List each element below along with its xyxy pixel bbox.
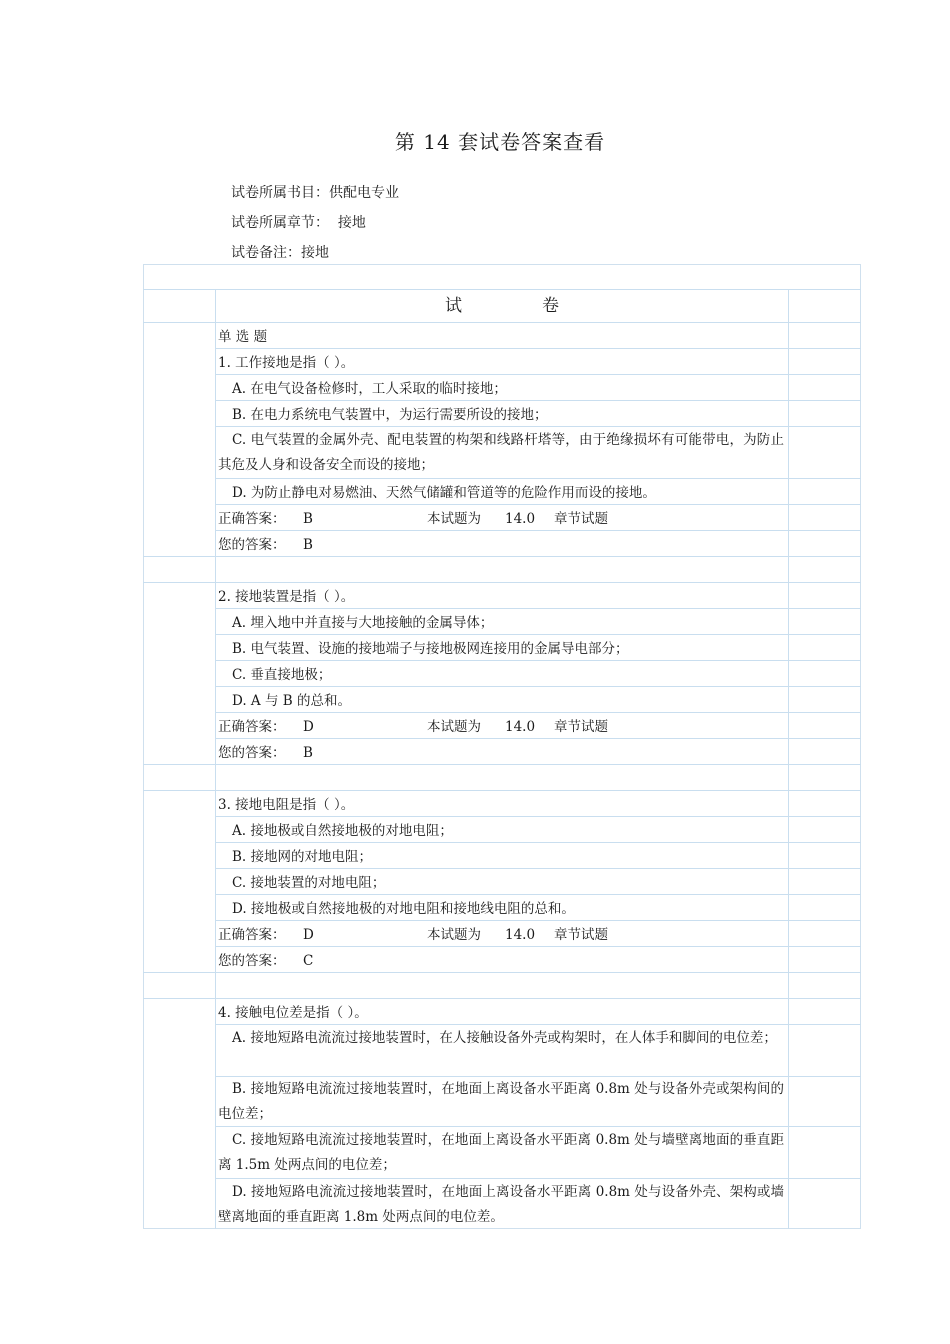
question-option: D. A 与 B 的总和。 <box>232 693 351 709</box>
question-option: C. 垂直接地极； <box>232 667 332 683</box>
meta-book-label: 试卷所属书目： <box>231 185 329 201</box>
exam-header-left: 试 <box>445 296 462 316</box>
question-stem: 1. 工作接地是指（ ）。 <box>218 355 355 371</box>
correct-answer-value: B <box>303 511 313 527</box>
grid-line <box>215 348 861 349</box>
question-stem: 3. 接地电阻是指（ ）。 <box>218 797 355 813</box>
meta-book <box>231 182 399 202</box>
meta-note-label: 试卷备注： <box>231 245 301 261</box>
question-option: D. 接地极或自然接地极的对地电阻和接地线电阻的总和。 <box>232 901 575 917</box>
score-prefix: 本试题为 <box>427 719 481 735</box>
your-answer-label: 您的答案： <box>218 745 286 761</box>
grid-line <box>143 790 861 791</box>
grid-line <box>215 478 861 479</box>
score-suffix: 章节试题 <box>554 511 608 527</box>
question-option: B. 电气装置、设施的接地端子与接地极网连接用的金属导电部分； <box>232 641 629 657</box>
grid-line <box>143 322 861 323</box>
meta-note-value: 接地 <box>301 245 329 261</box>
question-option: B. 接地网的对地电阻； <box>232 849 373 865</box>
page-title: 第 14 套试卷答案查看 <box>394 130 606 154</box>
your-answer-value: B <box>303 537 313 553</box>
meta-chapter-label: 试卷所属章节： <box>231 215 329 231</box>
grid-line <box>215 290 216 1229</box>
exam-header-right: 卷 <box>542 296 559 316</box>
grid-line <box>788 290 789 1229</box>
correct-answer-value: D <box>303 719 314 735</box>
question-option: A. 埋入地中并直接与大地接触的金属导体； <box>232 615 494 631</box>
question-option: D. 接地短路电流流过接地装置时，在地面上离设备水平距离 0.8m 处与设备外壳、架构或墙壁离地面的垂直距离 1.8m 处两点间的电位差。 <box>218 1184 784 1225</box>
score-prefix: 本试题为 <box>427 511 481 527</box>
score-value: 14.0 <box>505 927 536 943</box>
question-option: A. 在电气设备检修时，工人采取的临时接地； <box>232 381 507 397</box>
question-option: A. 接地短路电流流过接地装置时，在人接触设备外壳或构架时，在人体手和脚间的电位差； <box>232 1030 777 1046</box>
section-title: 单 选 题 <box>218 329 268 345</box>
correct-answer-label: 正确答案： <box>218 719 286 735</box>
exam-header <box>216 290 788 322</box>
score-prefix: 本试题为 <box>427 927 481 943</box>
correct-answer-label: 正确答案： <box>218 927 286 943</box>
question-option: D. 为防止静电对易燃油、天然气储罐和管道等的危险作用而设的接地。 <box>232 485 656 501</box>
question-option: C. 接地装置的对地电阻； <box>232 875 386 891</box>
question-option: C. 电气装置的金属外壳、配电装置的构架和线路杆塔等，由于绝缘损坏有可能带电，为防止其危及人身和设备安全而设的接地； <box>218 432 784 473</box>
score-suffix: 章节试题 <box>554 719 608 735</box>
score-suffix: 章节试题 <box>554 927 608 943</box>
correct-answer-value: D <box>303 927 314 943</box>
meta-chapter-value: 接地 <box>337 215 366 231</box>
meta-note <box>231 242 329 262</box>
score-value: 14.0 <box>505 511 536 527</box>
grid-line <box>215 1178 861 1179</box>
question-option: B. 接地短路电流流过接地装置时，在地面上离设备水平距离 0.8m 处与设备外壳或架构间的电位差； <box>218 1081 784 1122</box>
question-option: A. 接地极或自然接地极的对地电阻； <box>232 823 453 839</box>
grid-line <box>143 998 861 999</box>
your-answer-value: B <box>303 745 313 761</box>
question-option: C. 接地短路电流流过接地装置时，在地面上离设备水平距离 0.8m 处与墙壁离地面的垂直距离 1.5m 处两点间的电位差； <box>218 1132 784 1173</box>
correct-answer-label: 正确答案： <box>218 511 286 527</box>
grid-line <box>143 582 861 583</box>
meta-chapter <box>231 212 366 232</box>
question-stem: 2. 接地装置是指（ ）。 <box>218 589 355 605</box>
meta-book-value: 供配电专业 <box>329 185 399 201</box>
your-answer-value: C <box>303 953 314 969</box>
your-answer-label: 您的答案： <box>218 953 286 969</box>
score-value: 14.0 <box>505 719 536 735</box>
your-answer-label: 您的答案： <box>218 537 286 553</box>
question-stem: 4. 接触电位差是指（ ）。 <box>218 1005 368 1021</box>
question-option: B. 在电力系统电气装置中，为运行需要所设的接地； <box>232 407 548 423</box>
